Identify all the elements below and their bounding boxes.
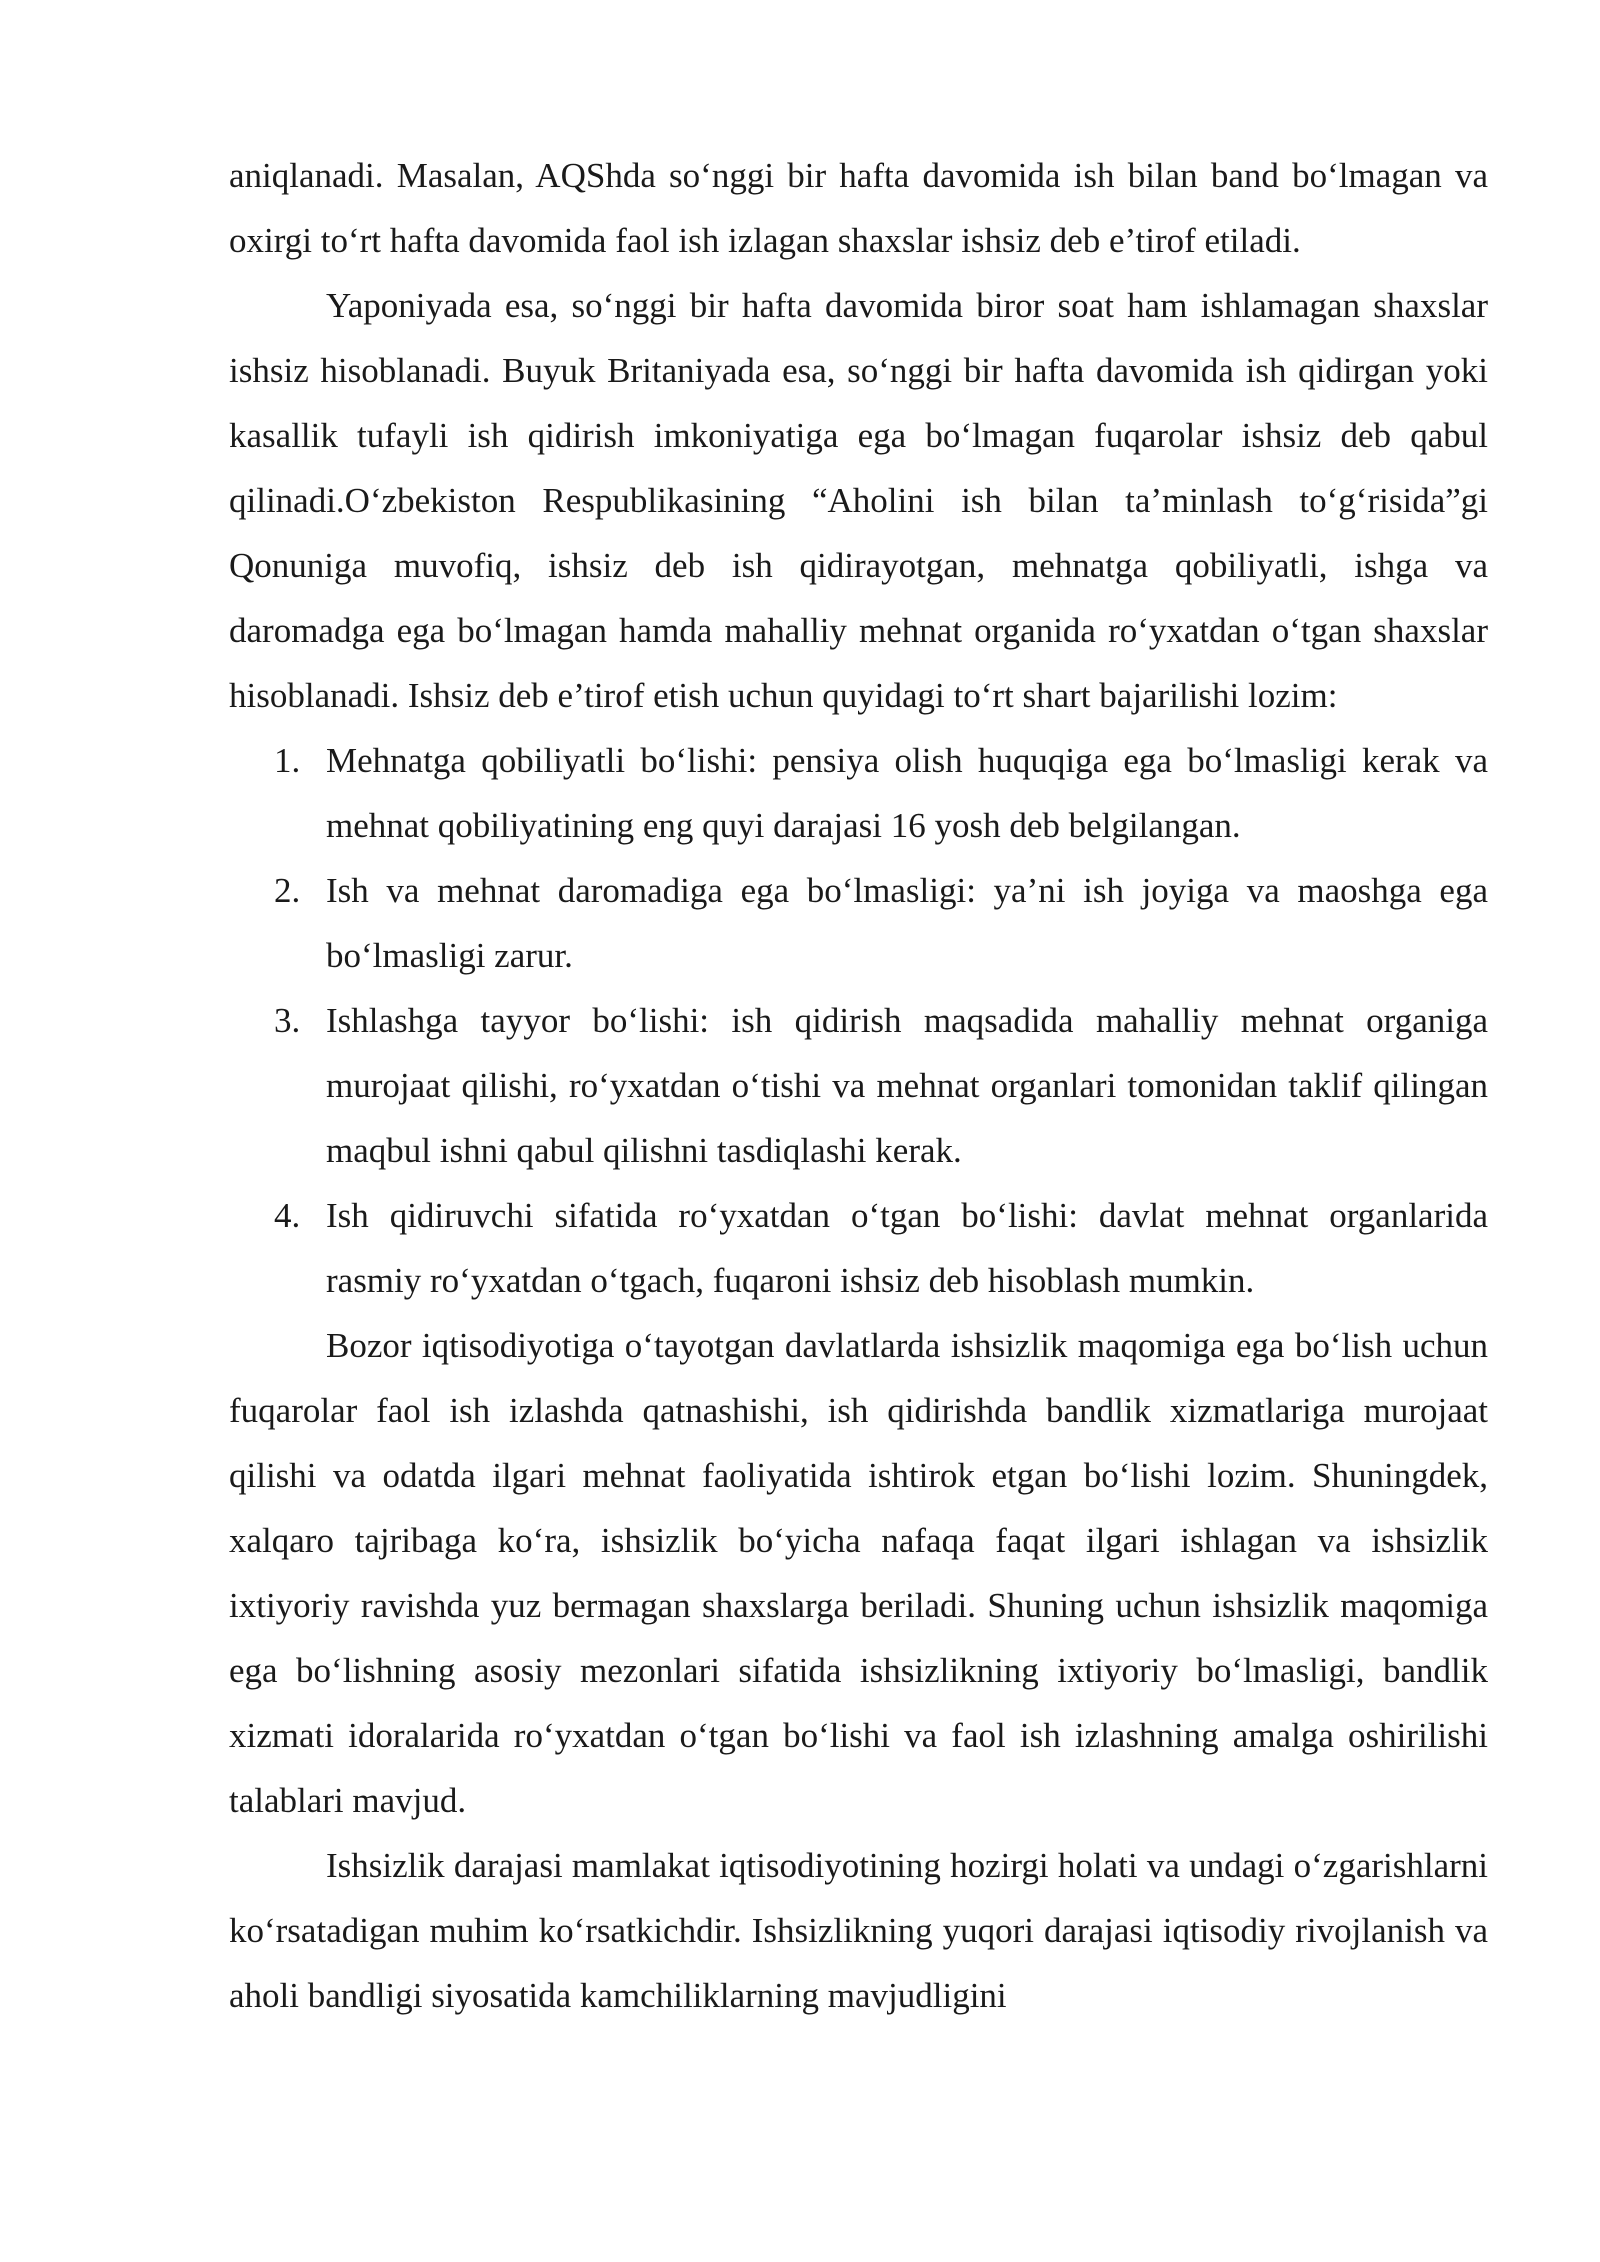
list-number: 4. (274, 1196, 301, 1235)
paragraph-2: Yaponiyada esa, so‘nggi bir hafta davomida biror soat ham ishlamagan shaxslar ishsiz hisoblanadi. Buyuk Britaniyada esa, so‘nggi bir hafta davomida ish qidirgan yoki kasallik tufayli ish qidirish imkoniyatiga ega bo‘lmagan fuqarolar ishsiz deb qabul qilinadi.O‘zbekiston Respublikasining “Aholini ish bilan ta’minlash to‘g‘risida”gi Qonuniga muvofiq, ishsiz deb ish qidirayotgan, mehnatga qobiliyatli, ishga va daromadga ega bo‘lmagan hamda mahalliy mehnat organida ro‘yxatdan o‘tgan shaxslar hisoblanadi. Ishsiz deb e’tirof etish uchun quyidagi to‘rt shart bajarilishi lozim: (229, 286, 1488, 715)
list-item (274, 858, 1488, 988)
list-number: 3. (274, 1001, 301, 1040)
paragraph-4: Ishsizlik darajasi mamlakat iqtisodiyotining hozirgi holati va undagi o‘zgarishlarni ko‘rsatadigan muhim ko‘rsatkichdir. Ishsizlikning yuqori darajasi iqtisodiy rivojlanish va aholi bandligi siyosatida kamchiliklarning mavjudligini (229, 1846, 1488, 2015)
list-item (274, 728, 1488, 858)
paragraph-3: Bozor iqtisodiyotiga o‘tayotgan davlatlarda ishsizlik maqomiga ega bo‘lish uchun fuqarolar faol ish izlashda qatnashishi, ish qidirishda bandlik xizmatlariga murojaat qilishi va odatda ilgari mehnat faoliyatida ishtirok etgan bo‘lishi lozim. Shuningdek, xalqaro tajribaga ko‘ra, ishsizlik bo‘yicha nafaqa faqat ilgari ishlagan va ishsizlik ixtiyoriy ravishda yuz bermagan shaxslarga beriladi. Shuning uchun ishsizlik maqomiga ega bo‘lishning asosiy mezonlari sifatida ishsizlikning ixtiyoriy bo‘lmasligi, bandlik xizmati idoralarida ro‘yxatdan o‘tgan bo‘lishi va faol ish izlashning amalga oshirilishi talablari mavjud. (229, 1326, 1488, 1820)
conditions-list (229, 728, 1488, 1313)
list-number: 1. (274, 741, 301, 780)
paragraph-1: aniqlanadi. Masalan, AQShda so‘nggi bir hafta davomida ish bilan band bo‘lmagan va oxirgi to‘rt hafta davomida faol ish izlagan shaxslar ishsiz deb e’tirof etiladi. (229, 156, 1488, 260)
list-item-text: Ish va mehnat daromadiga ega bo‘lmasligi: ya’ni ish joyiga va maoshga ega bo‘lmasligi zarur. (326, 871, 1488, 975)
list-item-text: Mehnatga qobiliyatli bo‘lishi: pensiya olish huquqiga ega bo‘lmasligi kerak va mehnat qobiliyatining eng quyi darajasi 16 yosh deb belgilangan. (326, 741, 1488, 845)
document-page (229, 143, 1488, 2028)
list-item-text: Ish qidiruvchi sifatida ro‘yxatdan o‘tgan bo‘lishi: davlat mehnat organlarida rasmiy ro‘yxatdan o‘tgach, fuqaroni ishsiz deb hisoblash mumkin. (326, 1196, 1488, 1300)
list-item (274, 988, 1488, 1183)
list-number: 2. (274, 871, 301, 910)
list-item (274, 1183, 1488, 1313)
list-item-text: Ishlashga tayyor bo‘lishi: ish qidirish maqsadida mahalliy mehnat organiga murojaat qilishi, ro‘yxatdan o‘tishi va mehnat organlari tomonidan taklif qilingan maqbul ishni qabul qilishni tasdiqlashi kerak. (326, 1001, 1488, 1170)
